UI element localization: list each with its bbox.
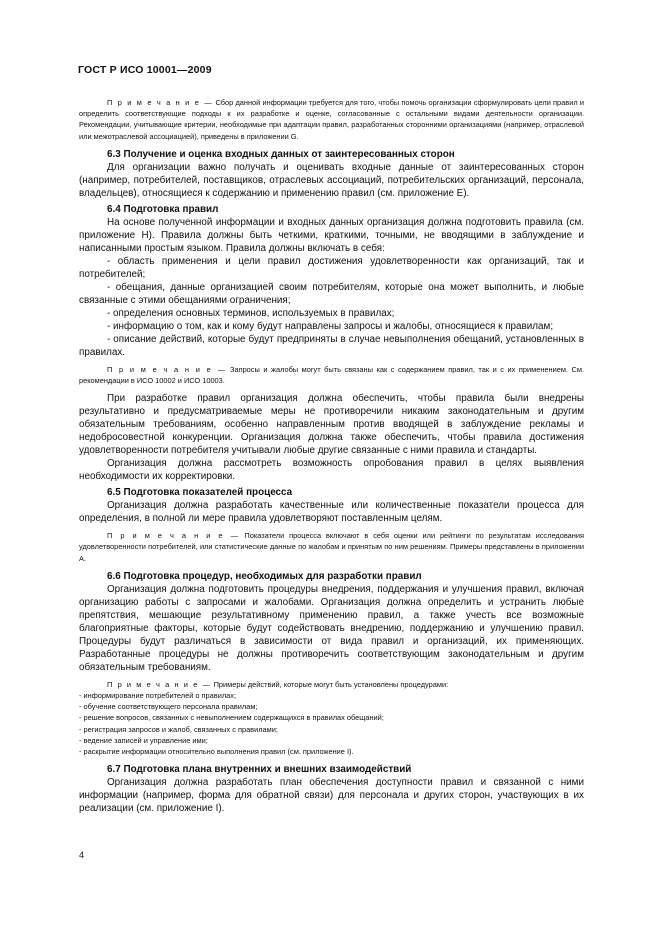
- section-6-5-title: 6.5 Подготовка показателей процесса: [107, 487, 293, 499]
- list-item: - описание действий, которые будут предприняты в случае невыполнения обещаний, установленных в правилах.: [79, 333, 584, 358]
- list-item: - определения основных терминов, используемых в правилах;: [107, 307, 395, 319]
- section-6-4-paragraph-2: При разработке правил организация должна обеспечить, чтобы правила были внедрены результативно и предусматриваемые меры не противоречили никаким законодательным и другим обязательным требованиям, особенно направленным против вводящей в заблуждение рекламы и недобросовестной конкуренции. Организация должна также обеспечить, чтобы правила достижения удовлетворенности потребителя учитывали любые другие связанные с ними правила и стандарты.: [79, 393, 584, 457]
- note-3: [79, 530, 584, 564]
- list-item: - информирование потребителей о правилах;: [79, 691, 236, 701]
- list-item: - ведение записей и управление ими;: [79, 735, 208, 745]
- note-text: Сбор данной информации требуется для того, чтобы помочь организации сформулировать цели правил и определить соответствующие подходы к их разработке и оценке, согласованные с остальными видами деятельности организации. Рекомендации, учитывающие критерии, необходимые при адаптации правил, разработанных сторонними организациями (например, отраслевой или межотраслевой ассоциацией), приведены в приложении G.: [79, 98, 584, 141]
- list-item: - регистрация запросов и жалоб, связанных с правилами;: [79, 724, 278, 734]
- section-6-7-paragraph: Организация должна разработать план обеспечения доступности правил и связанной с ними информации (например, форма для обратной связи) для персонала и других сторон, участвующих в их реализации (см. приложение I).: [79, 777, 584, 815]
- list-item: - раскрытие информации относительно выполнения правил (см. приложение I).: [79, 747, 354, 757]
- section-6-5-paragraph: Организация должна разработать качественные или количественные показатели процесса для определения, в полной ли мере правила удовлетворяют поставленным целям.: [79, 500, 584, 525]
- list-item: - обучение соответствующего персонала правилам;: [79, 702, 258, 712]
- note-label: П р и м е ч а н и е —: [107, 531, 240, 541]
- list-item: - обещания, данные организацией своим потребителям, которые она может выполнить, и любые связанные с этими обещаниями ограничения;: [79, 281, 584, 306]
- note-text: Показатели процесса включают в себя оценки или рейтинги по результатам исследования удовлетворенности потребителей, или статистические данные по жалобам и принятым по ним решениям. Примеры представлены в приложении A.: [79, 531, 584, 563]
- section-6-3-title: 6.3 Получение и оценка входных данных от заинтересованных сторон: [107, 148, 455, 160]
- note-2: [79, 364, 584, 386]
- page-number: 4: [79, 850, 85, 860]
- section-6-4-paragraph-3: Организация должна рассмотреть возможность опробования правил в целях выявления необходимости их корректировки.: [79, 458, 584, 483]
- document-header: ГОСТ Р ИСО 10001—2009: [78, 64, 212, 76]
- section-6-4-title: 6.4 Подготовка правил: [107, 203, 219, 215]
- section-6-7-title: 6.7 Подготовка плана внутренних и внешних взаимодействий: [107, 764, 412, 776]
- note-text: Запросы и жалобы могут быть связаны как с содержанием правил, так и с их применением. См. рекомендации в ИСО 10002 и ИСО 10003.: [79, 364, 584, 386]
- note-label: П р и м е ч а н и е —: [107, 679, 212, 689]
- page-content: [79, 92, 584, 815]
- note-4: [79, 679, 584, 690]
- section-6-4-paragraph-1: На основе полученной информации и входных данных организация должна подготовить правила (см. приложение H). Правила должны быть четкими, краткими, точными, не вводящими в заблуждение и написанными простым языком. Правила должны включать в себя:: [79, 216, 584, 254]
- note-label: П р и м е ч а н и е —: [107, 98, 214, 107]
- note-4-list: [79, 690, 584, 757]
- list-item: - область применения и цели правил достижения удовлетворенности как организаций, так и потребителей;: [79, 255, 584, 280]
- section-6-3-paragraph: Для организации важно получать и оценивать входные данные от заинтересованных сторон (например, потребителей, поставщиков, отраслевых ассоциаций, потребительских организаций, персонала, владельцев), относящиеся к содержанию и применению правил (см. приложение E).: [79, 161, 584, 199]
- section-6-6-paragraph: Организация должна подготовить процедуры внедрения, поддержания и улучшения правил, включая организацию работы с запросами и жалобами. Организация должна определить и устранить любые препятствия, мешающие результативному применению правил, а также учесть все возможные благоприятные факторы, которые будут содействовать внедрению, поддержанию и улучшению правил. Процедуры будут различаться в зависимости от вида правил и организаций, их применяющих. Разработанные процедуры не должны противоречить соответствующим законодательным и другим обязательным требованиям.: [79, 583, 584, 673]
- list-item: - решение вопросов, связанных с невыполнением содержащихся в правилах обещаний;: [79, 713, 384, 723]
- list-item: - информацию о том, как и кому будут направлены запросы и жалобы, относящиеся к правилам;: [107, 320, 554, 332]
- note-1: [79, 97, 584, 142]
- section-6-6-title: 6.6 Подготовка процедур, необходимых для разработки правил: [107, 570, 422, 582]
- note-text: Примеры действий, которые могут быть установлены процедурами:: [213, 679, 449, 689]
- note-label: П р и м е ч а н и е —: [107, 364, 227, 374]
